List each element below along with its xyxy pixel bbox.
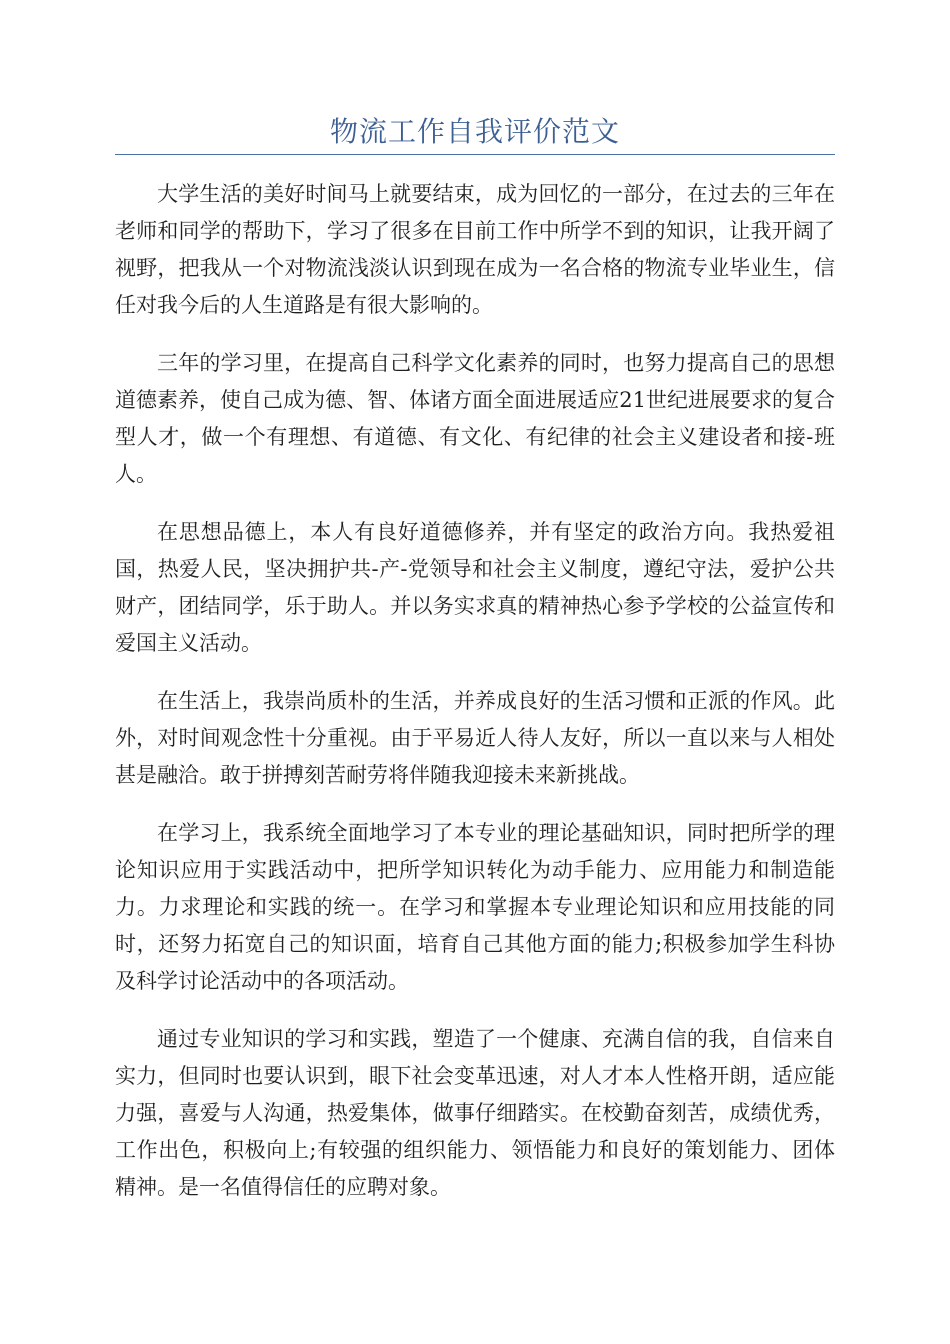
paragraph-1: 大学生活的美好时间马上就要结束，成为回忆的一部分，在过去的三年在老师和同学的帮助下，学习了很多在目前工作中所学不到的知识，让我开阔了视野，把我从一个对物流浅淡认识到现在成为一名合格的物流专业毕业生，信任对我今后的人生道路是有很大影响的。 [115,182,835,317]
document-body [115,176,835,1227]
document-title: 物流工作自我评价范文 [329,115,620,148]
paragraph-2: 三年的学习里，在提高自己科学文化素养的同时，也努力提高自己的思想道德素养，使自己成为德、智、体诸方面全面进展适应21世纪进展要求的复合型人才，做一个有理想、有道德、有文化、有纪律的社会主义建设者和接-班人。 [115,351,835,486]
paragraph-6: 通过专业知识的学习和实践，塑造了一个健康、充满自信的我，自信来自实力，但同时也要认识到，眼下社会变革迅速，对人才本人性格开朗，适应能力强，喜爱与人沟通，热爱集体，做事仔细踏实。在校勤奋刻苦，成绩优秀，工作出色，积极向上;有较强的组织能力、领悟能力和良好的策划能力、团体精神。是一名值得信任的应聘对象。 [115,1027,835,1199]
paragraph-5: 在学习上，我系统全面地学习了本专业的理论基础知识，同时把所学的理论知识应用于实践活动中，把所学知识转化为动手能力、应用能力和制造能力。力求理论和实践的统一。在学习和掌握本专业理论知识和应用技能的同时，还努力拓宽自己的知识面，培育自己其他方面的能力;积极参加学生科协及科学讨论活动中的各项活动。 [115,821,835,993]
paragraph-4: 在生活上，我崇尚质朴的生活，并养成良好的生活习惯和正派的作风。此外，对时间观念性十分重视。由于平易近人待人友好，所以一直以来与人相处甚是融洽。敢于拼搏刻苦耐劳将伴随我迎接未来新挑战。 [115,689,835,787]
title-underline [115,154,835,155]
paragraph-3: 在思想品德上，本人有良好道德修养，并有坚定的政治方向。我热爱祖国，热爱人民，坚决拥护共-产-党领导和社会主义制度，遵纪守法，爱护公共财产，团结同学，乐于助人。并以务实求真的精神热心参予学校的公益宣传和爱国主义活动。 [115,520,835,655]
